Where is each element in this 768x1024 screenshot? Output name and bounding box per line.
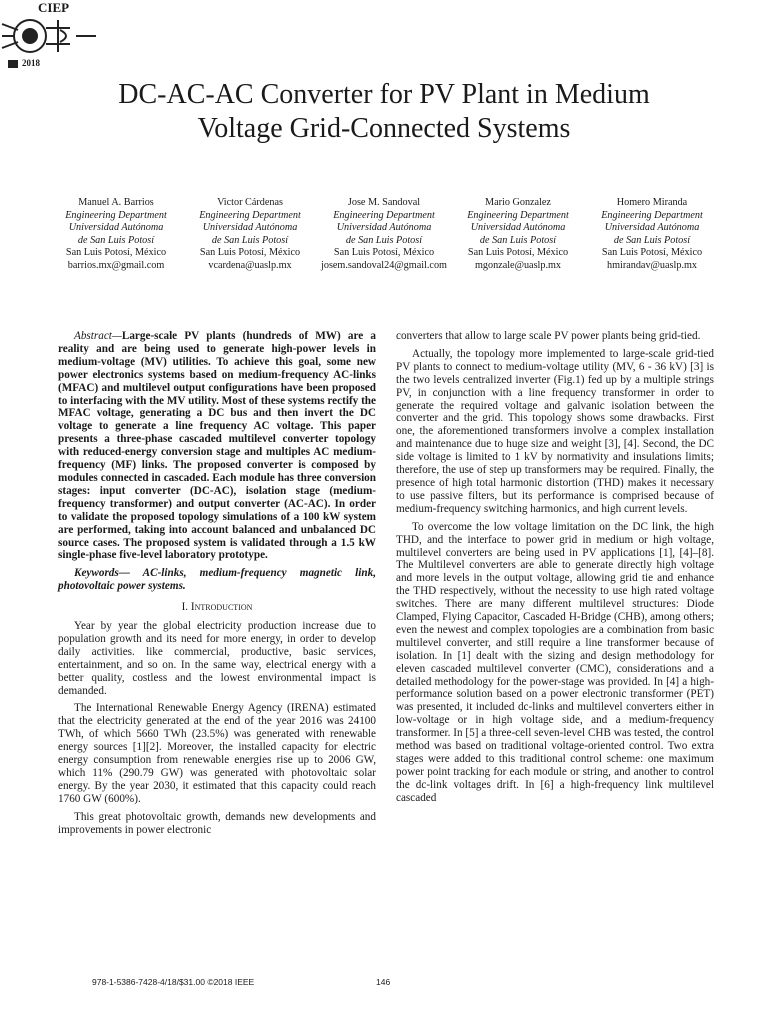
author-location: San Luis Potosí, México — [65, 247, 167, 259]
author-department: Engineering Department — [601, 209, 703, 221]
author-university: Universidad Autónoma — [470, 222, 566, 234]
author-block — [186, 197, 314, 273]
author-university: Universidad Autónoma — [202, 222, 298, 234]
author-email: vcardena@uaslp.mx — [208, 259, 292, 271]
author-university-city: de San Luis Potosí — [613, 234, 691, 246]
author-location: San Luis Potosí, México — [333, 247, 435, 259]
abstract — [58, 330, 376, 562]
paragraph: converters that allow to large scale PV power plants being grid-tied. — [396, 330, 701, 342]
author-email: hmirandav@uaslp.mx — [606, 259, 698, 271]
author-name: Mario Gonzalez — [485, 197, 551, 208]
keywords-body: AC-links, medium-frequency magnetic link, photovoltaic power systems. — [58, 567, 376, 593]
author-location: San Luis Potosí, México — [199, 247, 301, 259]
author-university: Universidad Autónoma — [68, 222, 164, 234]
author-block — [320, 197, 448, 273]
logo-name: CIEP — [38, 0, 70, 15]
section-heading-introduction — [58, 601, 376, 614]
paragraph: The International Renewable Energy Agency (IRENA) estimated that the electricity generated at the end of the year 2016 was 24100 TWh, of which 5660 TWh (23.5%) was generated with renewable energy sources [1][2]. Moreover, the installed capacity for electric energy consumption from renewable energies rise up to 2006 GW, which 11% (290.79 GW) was generated with photovoltaic solar energy. By the year 2030, it estimated that this capacity could reach 1760 GW (600%). — [58, 702, 376, 805]
author-list — [52, 197, 716, 273]
right-column — [396, 330, 714, 810]
author-name: Victor Cárdenas — [217, 197, 283, 208]
abstract-body: Large-scale PV plants (hundreds of MW) are a reality and are being used to generate high-power levels in medium-voltage (MV) utilities. To achieve this goal, some new power electronics systems based on medium-frequency AC-links (MFAC) and multilevel output configurations have been proposed to interfacing with the MV utility. Most of these systems rectify the MFAC voltage, generating a DC bus and then invert the DC voltage to generate a line frequency AC voltage. This paper presents a three-phase cascaded multilevel converter topology with reduced-energy conversion stage and multiples AC medium-frequency (MF) links. The proposed converter is composed by modules connected in cascaded. Each module has three conversion stages: input converter (DC-AC), isolation stage (medium-frequency transformer) and output converter (AC-AC). In order to validate the proposed topology simulations of a 100 kW system are performed, taking into account balanced and unbalanced DC source cases. The proposed system is validated through a 1.5 kW single-phase five-level laboratory prototype. — [58, 330, 376, 562]
title-line-2: Voltage Grid-Connected Systems — [197, 113, 571, 144]
keywords — [58, 567, 376, 593]
author-block — [52, 197, 180, 273]
paragraph: To overcome the low voltage limitation on the DC link, the high THD, and the interface to power grid in medium or high voltage, multilevel converters are being used in PV applications [1], [4]–[8]. The Multilevel converters are able to generate directly high voltage and more levels in the output voltage, allowing grid tie and enhance the THD respectively, without the necessity to use high rated voltage switches. There are many different multilevel structures: Diode Clamped, Flying Capacitor, Cascaded H-Bridge (CHB), among others; even the newest and complex topologies are a combination from basic multilevel converter, and still require a line transformer because of isolation. In [1] dealt with the sizing and design methodology for eleven cascaded multilevel converter (CMC), considerations and a detailed methodology for the power-stage was provided. In [4] a high-performance solution based on a power electronic transformer (PET) was presented, it included dc-links and multilevel converters either in low-voltage or in high voltage side, and a medium-frequency transformer. In [5] a three-cell seven-level CHB was tested, the control method was based on traditional voltage-oriented control. Two extra stages were added to this traditional control scheme: one maximum power point tracking for each module or string, and another to control the dc-link voltages drift. In [6] a high-frequency link multilevel cascaded — [396, 520, 714, 804]
author-department: Engineering Department — [467, 209, 569, 221]
author-location: San Luis Potosí, México — [467, 247, 569, 259]
author-email: josem.sandoval24@gmail.com — [321, 259, 447, 271]
paragraph: Actually, the topology more implemented to large-scale grid-tied PV plants to connect to medium-voltage utility (MV, 6 - 36 kV) [3] is the two levels centralized inverter (Fig.1) fed up by a multiple strings PV, in conjunction with a line frequency transformer in order to generate the required voltage and galvanic isolation between the converter and the grid. This topology shows some drawbacks. First one, the aforementioned transformers involve a complex installation and maintenance due to huge size and weight [3], [4]. Second, the DC side voltage is limited to 1 kV by normativity and insulations limits; therefore, the use of step up transformers may be required. Finally, the presence of high total harmonic distortion (THD) makes it necessary to use passive filters, but its performance is comprised because of medium-frequency switching harmonics, and high current levels. — [396, 347, 714, 515]
author-department: Engineering Department — [199, 209, 301, 221]
conference-logo — [0, 0, 100, 72]
author-university: Universidad Autónoma — [336, 222, 432, 234]
author-block — [588, 197, 716, 273]
left-column — [58, 330, 376, 842]
section-number: I. — [181, 601, 189, 614]
author-location: San Luis Potosí, México — [601, 247, 703, 259]
author-university: Universidad Autónoma — [604, 222, 700, 234]
page-number: 146 — [376, 977, 391, 987]
author-email: mgonzale@uaslp.mx — [474, 259, 562, 271]
keywords-heading: Keywords— — [74, 567, 130, 580]
author-university-city: de San Luis Potosí — [479, 234, 557, 246]
author-name: Homero Miranda — [616, 197, 688, 208]
abstract-heading: Abstract— — [74, 330, 122, 342]
section-title: Introduction — [190, 601, 253, 614]
author-department: Engineering Department — [65, 209, 167, 221]
footer-isbn: 978-1-5386-7428-4/18/$31.00 ©2018 IEEE — [92, 977, 255, 987]
paragraph: Year by year the global electricity production increase due to population growth and its need for more energy, in order to develop daily activities. like commercial, productive, basic services, entertainment, and so on. In the same way, electrical energy with a better quality, costless and the lowest environmental impact is demanded. — [58, 620, 376, 697]
author-block — [454, 197, 582, 273]
paragraph: This great photovoltaic growth, demands new developments and improvements in power electronic — [58, 810, 376, 836]
author-university-city: de San Luis Potosí — [345, 234, 423, 246]
author-name: Manuel A. Barrios — [78, 197, 154, 208]
author-name: Jose M. Sandoval — [347, 197, 421, 208]
author-university-city: de San Luis Potosí — [77, 234, 155, 246]
author-email: barrios.mx@gmail.com — [67, 259, 165, 271]
author-department: Engineering Department — [333, 209, 435, 221]
author-university-city: de San Luis Potosí — [211, 234, 289, 246]
title-line-1: DC-AC-AC Converter for PV Plant in Medium — [118, 79, 650, 110]
logo-year: 2018 — [22, 58, 40, 68]
paper-title — [0, 78, 768, 146]
